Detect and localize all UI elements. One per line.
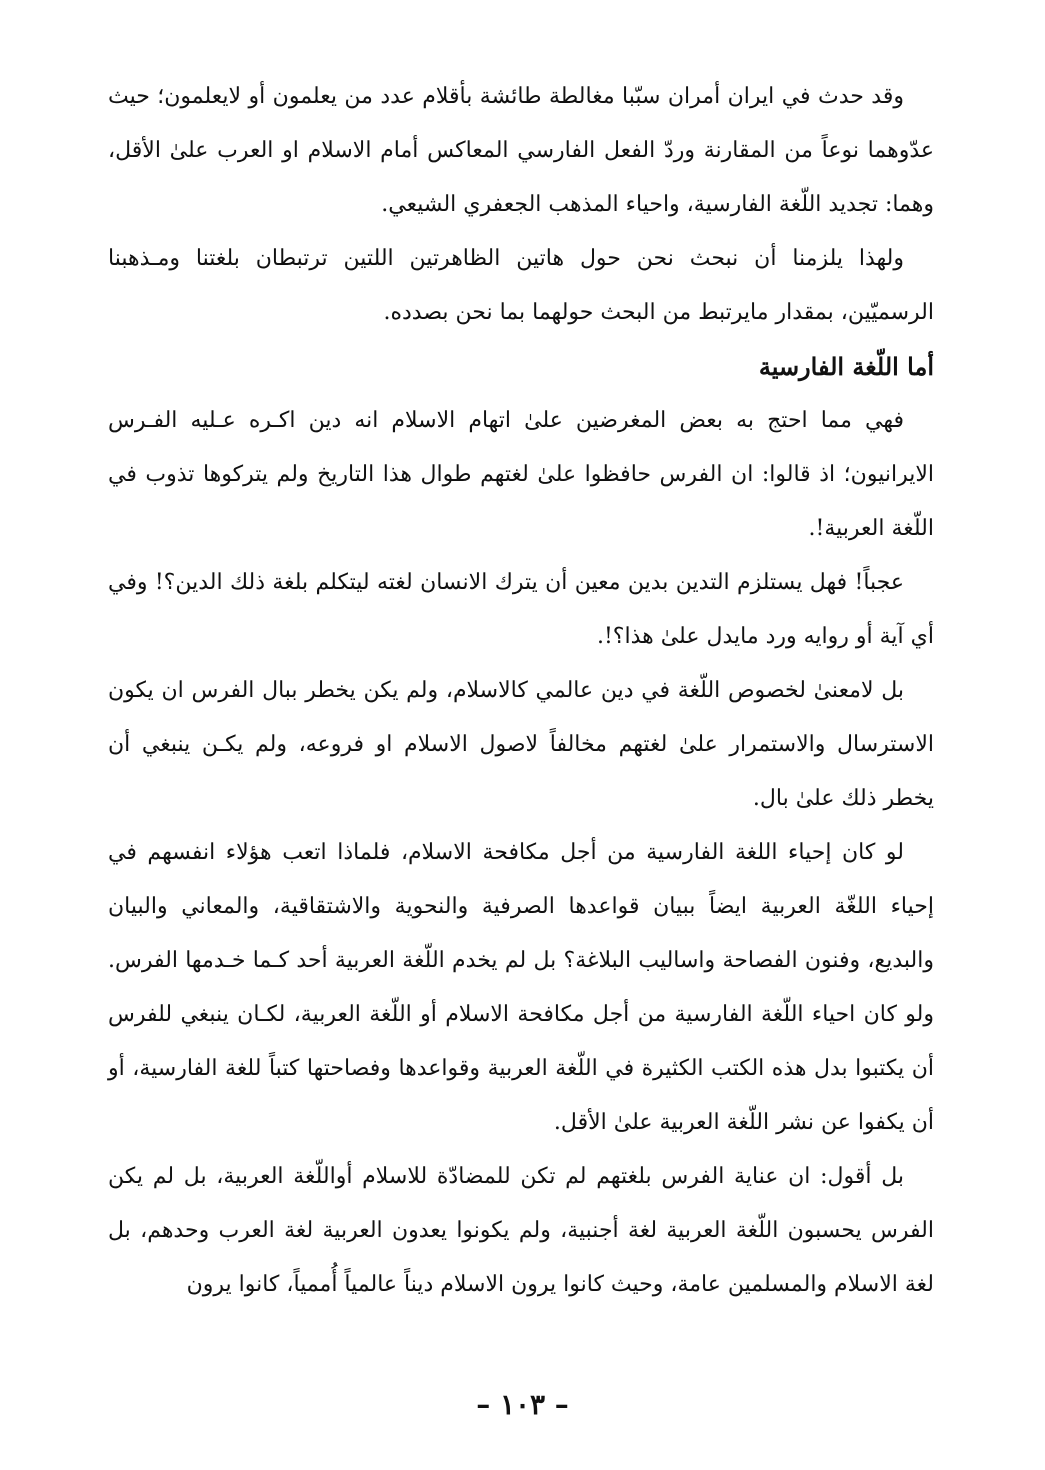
paragraph-section-5: بل أقول: ان عناية الفرس بلغتهم لم تكن للمضادّة للاسلام أواللّغة العربية، بل لم يكن الفرس يحسبون اللّغة العربية لغة أجنبية، ولم يكونوا يعدون العربية لغة العرب وحدهم، بل لغة الاسلام والمسلمين عامة، وحيث كانوا يرون الاسلام ديناً عالمياً أُممياً، كانوا يرون	[108, 1164, 934, 1297]
paragraph-intro-2: ولهذا يلزمنا أن نبحث نحن حول هاتين الظاهرتين اللتين ترتبطان بلغتنا ومـذهبنا الرسميّين، بمقدار مايرتبط من البحث حولهما بما نحن بصدده.	[108, 246, 934, 325]
paragraph-section-4: لو كان إحياء اللغة الفارسية من أجل مكافحة الاسلام، فلماذا اتعب هؤلاء انفسهم في إحياء اللغّة العربية ايضاً ببيان قواعدها الصرفية والنحوية والاشتقاقية، والمعاني والبيان والبديع، وفنون الفصاحة واساليب البلاغة؟ بل لم يخدم اللّغة العربية أحد كـما خـدمها الفرس. ولو كان احياء اللّغة الفارسية من أجل مكافحة الاسلام أو اللّغة العربية، لكـان ينبغي للفرس أن يكتبوا بدل هذه الكتب الكثيرة في اللّغة العربية وقواعدها وفصاحتها كتباً للغة الفارسية، أو أن يكفوا عن نشر اللّغة العربية علىٰ الأقل.	[108, 840, 934, 1135]
paragraph-section-1: فهي مما احتج به بعض المغرضين علىٰ اتهام الاسلام انه دين اكـره عـليه الفـرس الايرانيون؛ اذ قالوا: ان الفرس حافظوا علىٰ لغتهم طوال هذا التاريخ ولم يتركوها تذوب في اللّغة العربية!.	[108, 408, 934, 541]
paragraph-section-3: بل لامعنىٰ لخصوص اللّغة في دين عالمي كالاسلام، ولم يكن يخطر ببال الفرس ان يكون الاسترسال والاستمرار علىٰ لغتهم مخالفاً لاصول الاسلام او فروعه، ولم يكـن ينبغي أن يخطر ذلك علىٰ بال.	[108, 678, 934, 811]
paragraph-intro-1: وقد حدث في ايران أمران سبّبا مغالطة طائشة بأقلام عدد من يعلمون أو لايعلمون؛ حيث عدّوهما نوعاً من المقارنة وردّ الفعل الفارسي المعاكس أمام الاسلام او العرب علىٰ الأقل، وهما: تجديد اللّغة الفارسية، واحياء المذهب الجعفري الشيعي.	[108, 84, 934, 217]
page-body	[108, 70, 934, 1312]
paragraph-section-2: عجباً! فهل يستلزم التدين بدين معين أن يترك الانسان لغته ليتكلم بلغة ذلك الدين؟! وفي أي آية أو روايه ورد مايدل علىٰ هذا؟!.	[108, 570, 934, 649]
section-heading: أما اللّغة الفارسية	[758, 352, 934, 381]
page-number: – ١٠٣ –	[476, 1388, 569, 1421]
